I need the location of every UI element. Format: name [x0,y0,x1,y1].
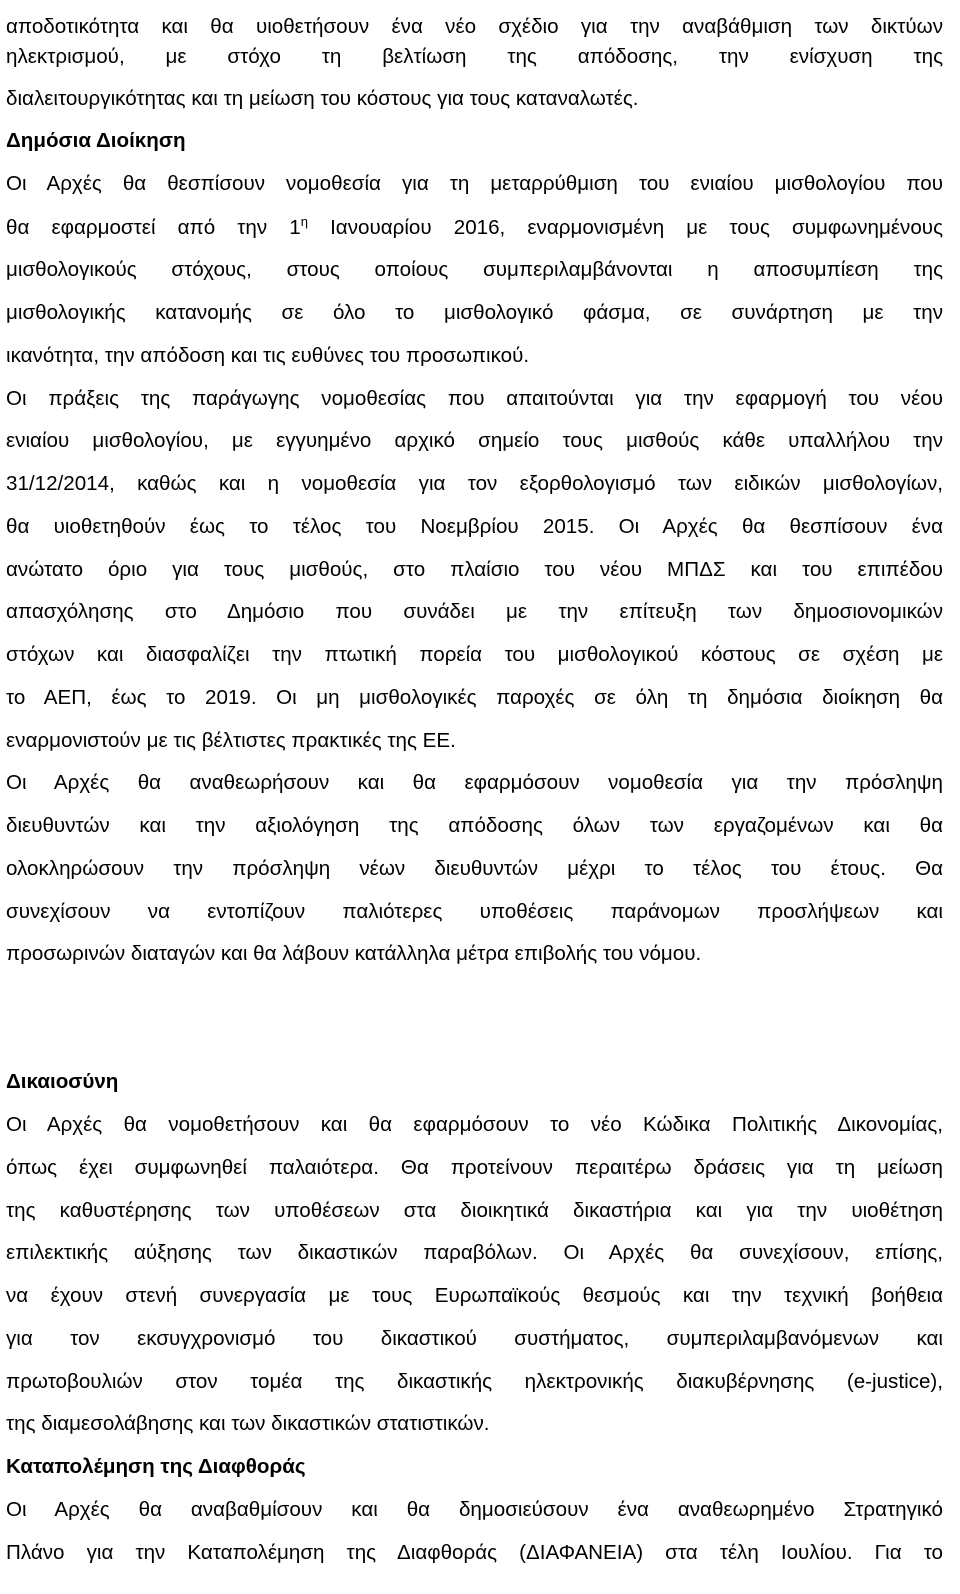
section-heading-anti-corruption: Καταπολέμηση της Διαφθοράς [6,1455,306,1478]
paragraph-line: μισθολογικούς στόχους, στους οποίους συμπεριλαμβάνονται η αποσυμπίεση της [6,258,943,281]
section-heading-justice: Δικαιοσύνη [6,1070,119,1093]
paragraph-line: Οι Αρχές θα νομοθετήσουν και θα εφαρμόσουν το νέο Κώδικα Πολιτικής Δικονομίας, [6,1113,943,1136]
paragraph-line: μισθολογικής κατανομής σε όλο το μισθολογικό φάσμα, σε συνάρτηση με την [6,301,943,324]
paragraph-line: όπως έχει συμφωνηθεί παλαιότερα. Θα προτείνουν περαιτέρω δράσεις για τη μείωση [6,1156,943,1179]
paragraph-line: ικανότητα, την απόδοση και τις ευθύνες του προσωπικού. [6,344,530,367]
paragraph-line: επιλεκτικής αύξησης των δικαστικών παραβόλων. Οι Αρχές θα συνεχίσουν, επίσης, [6,1241,943,1264]
line-text: Ιανουαρίου 2016, εναρμονισμένη με τους συμφωνημένους [307,216,943,239]
paragraph-line: διαλειτουργικότητας και τη μείωση του κόστους για τους καταναλωτές. [6,87,639,110]
paragraph-line: συνεχίσουν να εντοπίζουν παλιότερες υποθέσεις παράνομων προσλήψεων και [6,900,943,923]
paragraph-line [6,206,943,250]
paragraph-line: της διαμεσολάβησης και των δικαστικών στατιστικών. [6,1412,490,1435]
paragraph-line: Οι Αρχές θα αναβαθμίσουν και θα δημοσιεύσουν ένα αναθεωρημένο Στρατηγικό [6,1498,943,1521]
paragraph-line: για τον εκσυγχρονισμό του δικαστικού συστήματος, συμπεριλαμβανόμενων και [6,1327,943,1350]
section-heading-public-administration: Δημόσια Διοίκηση [6,129,186,152]
paragraph-line: ανώτατο όριο για τους μισθούς, στο πλαίσιο του νέου ΜΠΔΣ και του επιπέδου [6,558,943,581]
paragraph-line: Οι Αρχές θα θεσπίσουν νομοθεσία για τη μεταρρύθμιση του ενιαίου μισθολογίου που [6,172,943,195]
ordinal-superscript: η [300,214,308,229]
paragraph-line: ενιαίου μισθολογίου, με εγγυημένο αρχικό σημείο τους μισθούς κάθε υπαλλήλου την [6,429,943,452]
line-text: θα εφαρμοστεί από την 1 [6,216,301,239]
paragraph-line: ηλεκτρισμού, με στόχο τη βελτίωση της απόδοσης, την ενίσχυση της [6,45,943,68]
paragraph-line: στόχων και διασφαλίζει την πτωτική πορεία του μισθολογικού κόστους σε σχέση με [6,643,943,666]
paragraph-line: Οι Αρχές θα αναθεωρήσουν και θα εφαρμόσουν νομοθεσία για την πρόσληψη [6,771,943,794]
paragraph-line: 31/12/2014, καθώς και η νομοθεσία για τον εξορθολογισμό των ειδικών μισθολογίων, [6,472,943,495]
paragraph-line: Πλάνο για την Καταπολέμηση της Διαφθοράς (ΔΙΑΦΑΝΕΙΑ) στα τέλη Ιουλίου. Για το [6,1541,943,1564]
paragraph-line: εναρμονιστούν με τις βέλτιστες πρακτικές της ΕΕ. [6,729,456,752]
document-page [6,0,943,1594]
paragraph-line: απασχόλησης στο Δημόσιο που συνάδει με την επίτευξη των δημοσιονομικών [6,600,943,623]
paragraph-line: να έχουν στενή συνεργασία με τους Ευρωπαϊκούς θεσμούς και την τεχνική βοήθεια [6,1284,943,1307]
paragraph-line: Οι πράξεις της παράγωγης νομοθεσίας που απαιτούνται για την εφαρμογή του νέου [6,387,943,410]
paragraph-line: ολοκληρώσουν την πρόσληψη νέων διευθυντών μέχρι το τέλος του έτους. Θα [6,857,943,880]
paragraph-line: θα υιοθετηθούν έως το τέλος του Νοεμβρίου 2015. Οι Αρχές θα θεσπίσουν ένα [6,515,943,538]
paragraph-line: το ΑΕΠ, έως το 2019. Οι μη μισθολογικές παροχές σε όλη τη δημόσια διοίκηση θα [6,686,943,709]
paragraph-line: της καθυστέρησης των υποθέσεων στα διοικητικά δικαστήρια και για την υιοθέτηση [6,1199,943,1222]
paragraph-line: διευθυντών και την αξιολόγηση της απόδοσης όλων των εργαζομένων και θα [6,814,943,837]
paragraph-line: προσωρινών διαταγών και θα λάβουν κατάλληλα μέτρα επιβολής του νόμου. [6,942,702,965]
paragraph-line: αποδοτικότητα και θα υιοθετήσουν ένα νέο σχέδιο για την αναβάθμιση των δικτύων [6,15,943,38]
paragraph-line: πρωτοβουλιών στον τομέα της δικαστικής ηλεκτρονικής διακυβέρνησης (e-justice), [6,1370,943,1393]
